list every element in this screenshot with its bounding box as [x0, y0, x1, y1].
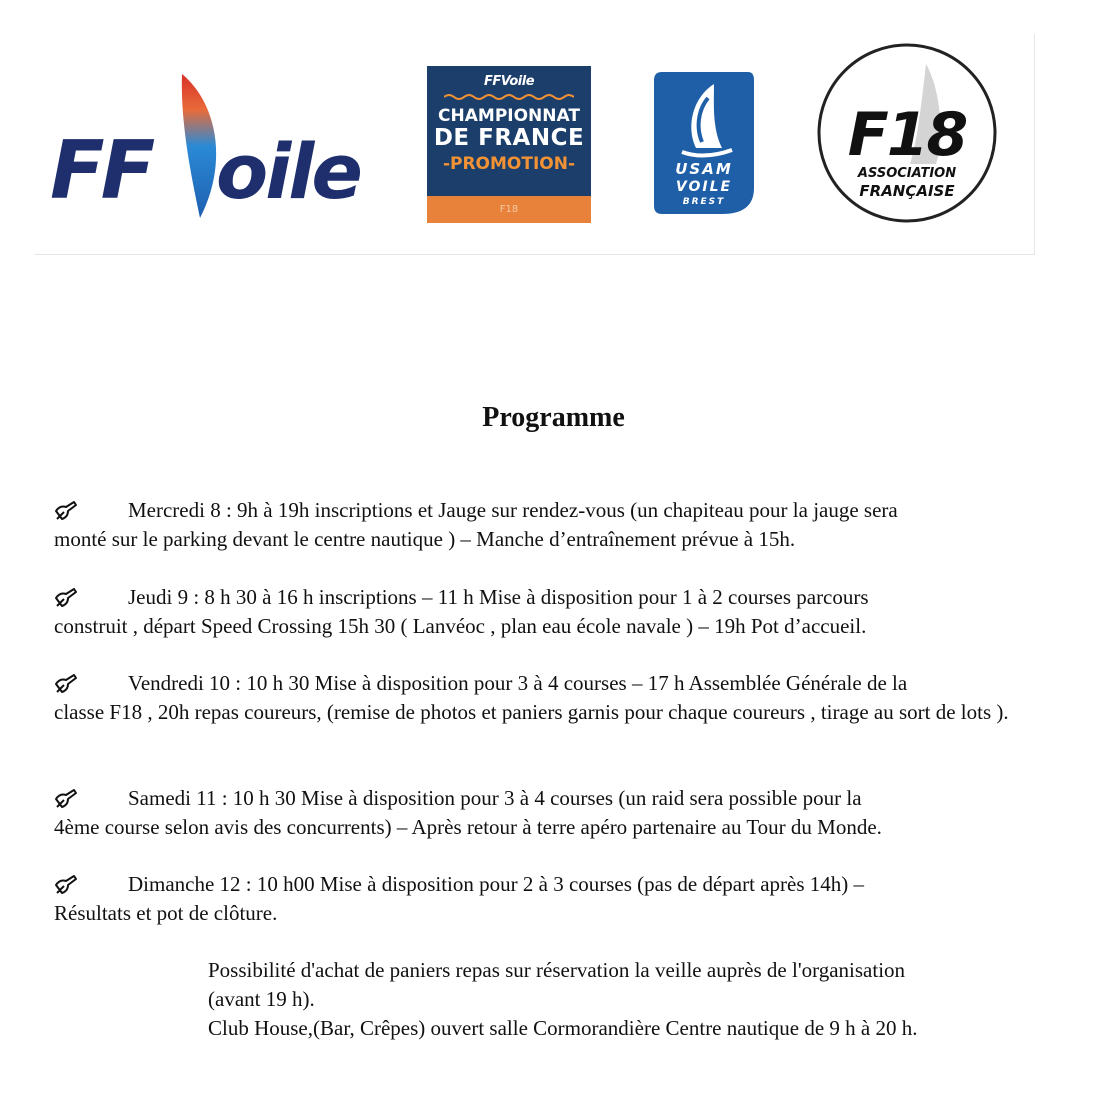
hand-writing-icon [54, 496, 128, 525]
f18-mark: F18 [847, 100, 967, 170]
item-continuation: monté sur le parking devant le centre nautique ) – Manche d’entraînement prévue à 15h. [54, 527, 796, 551]
champ-line2: DE FRANCE [433, 125, 585, 151]
champ-footer: F18 [427, 196, 591, 223]
programme-item-vendredi [54, 669, 1064, 727]
f18-association-logo [814, 42, 1000, 224]
svg-text:FF: FF [50, 124, 152, 217]
hand-writing-icon [54, 784, 128, 813]
item-first-line: Samedi 11 : 10 h 30 Mise à disposition pour 3 à 4 courses (un raid sera possible pour la [128, 786, 862, 810]
item-first-line: Dimanche 12 : 10 h00 Mise à disposition pour 2 à 3 courses (pas de départ après 14h) – [128, 872, 865, 896]
logo-banner [34, 34, 1035, 255]
item-continuation: classe F18 , 20h repas coureurs, (remise de photos et paniers garnis pour chaque coureurs , tirage au sort de lots ). [54, 700, 1009, 724]
champ-line3: -PROMOTION- [442, 154, 576, 174]
item-continuation: Résultats et pot de clôture. [54, 901, 278, 925]
hand-writing-icon [54, 870, 128, 899]
championnat-logo [427, 66, 591, 223]
programme-item-jeudi [54, 583, 1064, 641]
item-first-line: Vendredi 10 : 10 h 30 Mise à disposition pour 3 à 4 courses – 17 h Assemblée Générale de la [128, 671, 908, 695]
usam-logo [652, 68, 756, 218]
usam-line2: VOILE [675, 179, 733, 195]
usam-line3: BREST [682, 197, 726, 207]
hand-writing-icon [54, 583, 128, 612]
page-title: Programme [482, 402, 625, 433]
programme-item-mercredi [54, 496, 1064, 554]
note-line2: (avant 19 h). [208, 987, 315, 1011]
f18-line2: FRANÇAISE [859, 182, 955, 200]
info-note [208, 956, 1088, 1043]
ffvoile-logo [50, 68, 380, 223]
note-line1: Possibilité d'achat de paniers repas sur réservation la veille auprès de l'organisation [208, 958, 906, 982]
item-continuation: 4ème course selon avis des concurrents) – Après retour à terre apéro partenaire au Tour du Monde. [54, 815, 882, 839]
wave-icon [444, 93, 574, 101]
champ-line1: CHAMPIONNAT [438, 106, 580, 126]
programme-item-samedi [54, 784, 1064, 842]
hand-writing-icon [54, 669, 128, 698]
item-first-line: Jeudi 9 : 8 h 30 à 16 h inscriptions – 11 h Mise à disposition pour 1 à 2 courses parcours [128, 585, 869, 609]
svg-text:oile: oile [216, 127, 360, 216]
note-line3: Club House,(Bar, Crêpes) ouvert salle Cormorandière Centre nautique de 9 h à 20 h. [208, 1016, 918, 1040]
item-first-line: Mercredi 8 : 9h à 19h inscriptions et Jauge sur rendez-vous (un chapiteau pour la jauge sera [128, 498, 898, 522]
programme-item-dimanche [54, 870, 1064, 928]
f18-line1: ASSOCIATION [857, 166, 957, 181]
usam-line1: USAM [675, 160, 733, 178]
item-continuation: construit , départ Speed Crossing 15h 30 ( Lanvéoc , plan eau école navale ) – 19h Pot d’accueil. [54, 614, 867, 638]
champ-mini-brand: FFVoile [483, 74, 535, 89]
usam-badge-icon [652, 68, 756, 218]
